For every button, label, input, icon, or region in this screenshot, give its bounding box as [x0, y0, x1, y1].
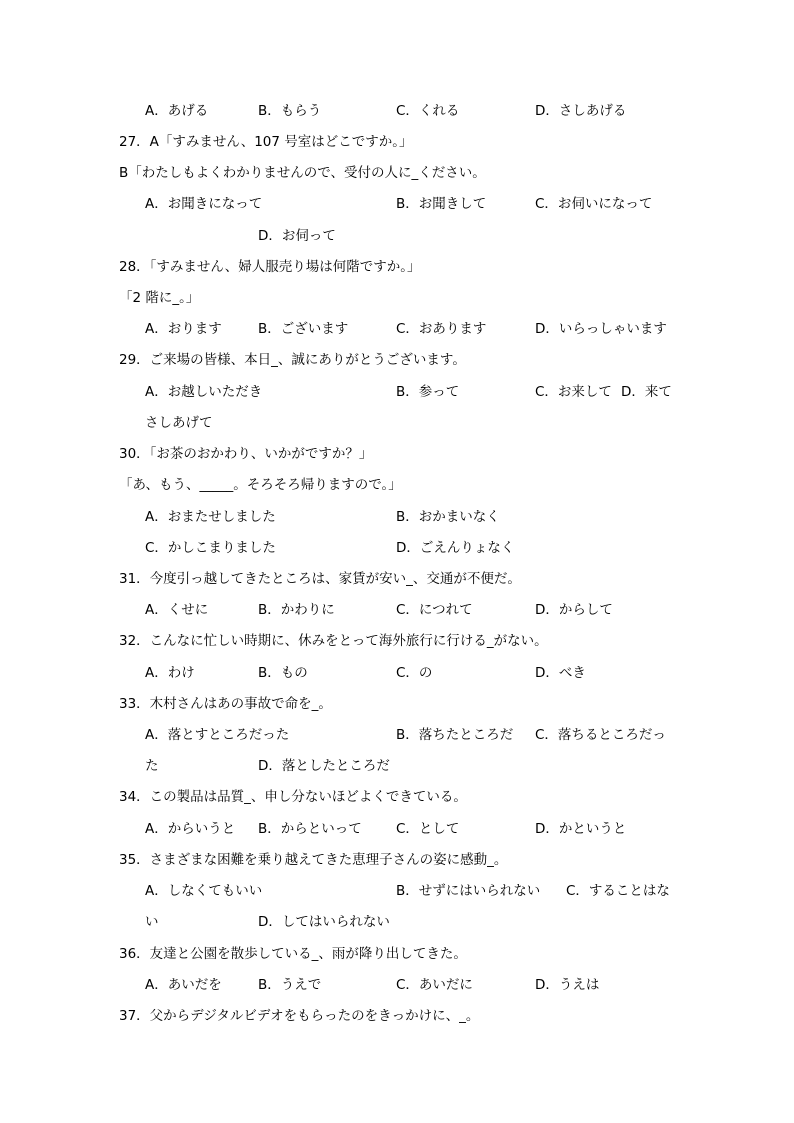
- q29-option-a: A．お越しいただき: [145, 384, 263, 400]
- q33-option-d: D．落としたところだ: [258, 758, 390, 774]
- q36-option-d: D．うえは: [535, 977, 600, 993]
- q26-option-d: D．さしあげる: [535, 103, 627, 119]
- q32-option-b: B．もの: [258, 665, 308, 681]
- q35-option-c-wrap: い: [145, 914, 159, 930]
- q30-dialogue: 「あ、もう、_____。そろそろ帰りますので。」: [119, 477, 402, 493]
- q29-option-b: B．参って: [396, 384, 460, 400]
- q28-option-c: C．おあります: [396, 321, 487, 337]
- q29-option-d-wrap: さしあげて: [145, 415, 213, 431]
- q31-option-d: D．からして: [535, 602, 613, 618]
- q28-dialogue: 「2 階に_。」: [119, 290, 200, 306]
- q33-option-c: C．落ちるところだっ: [535, 727, 666, 743]
- q35-question: 35．さまざまな困難を乗り越えてきた恵理子さんの姿に感動_。: [119, 852, 508, 868]
- q34-option-d: D．かというと: [535, 821, 627, 837]
- q27-option-a: A．お聞きになって: [145, 196, 263, 212]
- q35-option-d: D．してはいられない: [258, 914, 390, 930]
- q31-question: 31．今度引っ越してきたところは、家賃が安い_、交通が不便だ。: [119, 571, 521, 587]
- q28-option-b: B．ございます: [258, 321, 349, 337]
- q34-option-a: A．からいうと: [145, 821, 236, 837]
- q26-option-b: B．もらう: [258, 103, 322, 119]
- q30-option-c: C．かしこまりました: [145, 540, 276, 556]
- q27-option-c: C．お伺いになって: [535, 196, 653, 212]
- q36-option-a: A．あいだを: [145, 977, 222, 993]
- q29-question: 29．ご来場の皆様、本日_、誠にありがとうございます。: [119, 352, 466, 368]
- q33-option-b: B．落ちたところだ: [396, 727, 514, 743]
- q35-option-b: B．せずにはいられない: [396, 883, 541, 899]
- q30-question: 30．「お茶のおかわり、いかがですか？」: [119, 446, 373, 462]
- q27-question: 27．A「すみません、107 号室はどこですか。」: [119, 134, 413, 150]
- q34-question: 34．この製品は品質_、申し分ないほどよくできている。: [119, 789, 467, 805]
- q33-question: 33．木村さんはあの事故で命を_。: [119, 696, 332, 712]
- q27-option-d: D．お伺って: [258, 228, 336, 244]
- q26-option-c: C．くれる: [396, 103, 460, 119]
- q29-option-c: C．お来して: [535, 384, 612, 400]
- q28-question: 28．「すみません、婦人服売り場は何階ですか。」: [119, 259, 421, 275]
- q37-question: 37．父からデジタルビデオをもらったのをきっかけに、_。: [119, 1008, 480, 1024]
- q31-option-c: C．につれて: [396, 602, 473, 618]
- q32-question: 32．こんなに忙しい時期に、休みをとって海外旅行に行ける_がない。: [119, 633, 548, 649]
- q32-option-c: C．の: [396, 665, 433, 681]
- q30-option-b: B．おかまいなく: [396, 509, 500, 525]
- q35-option-a: A．しなくてもいい: [145, 883, 263, 899]
- q28-option-a: A．おります: [145, 321, 222, 337]
- q33-option-c-wrap: た: [145, 758, 159, 774]
- q33-option-a: A．落とすところだった: [145, 727, 290, 743]
- q36-option-c: C．あいだに: [396, 977, 473, 993]
- q32-option-a: A．わけ: [145, 665, 195, 681]
- q34-option-c: C．として: [396, 821, 460, 837]
- q36-question: 36．友達と公園を散歩している_、雨が降り出してきた。: [119, 946, 467, 962]
- q29-option-d: D．来て: [621, 384, 672, 400]
- q35-option-c: C．することはな: [566, 883, 670, 899]
- q28-option-d: D．いらっしゃいます: [535, 321, 667, 337]
- q27-option-b: B．お聞きして: [396, 196, 487, 212]
- q27-dialogue-b: B「わたしもよくわかりませんので、受付の人に_ください。: [119, 165, 486, 181]
- q30-option-d: D．ごえんりょなく: [396, 540, 515, 556]
- q31-option-a: A．くせに: [145, 602, 209, 618]
- q34-option-b: B．からといって: [258, 821, 362, 837]
- q26-option-a: A．あげる: [145, 103, 209, 119]
- q36-option-b: B．うえで: [258, 977, 322, 993]
- q30-option-a: A．おまたせしました: [145, 509, 276, 525]
- q32-option-d: D．べき: [535, 665, 586, 681]
- q31-option-b: B．かわりに: [258, 602, 335, 618]
